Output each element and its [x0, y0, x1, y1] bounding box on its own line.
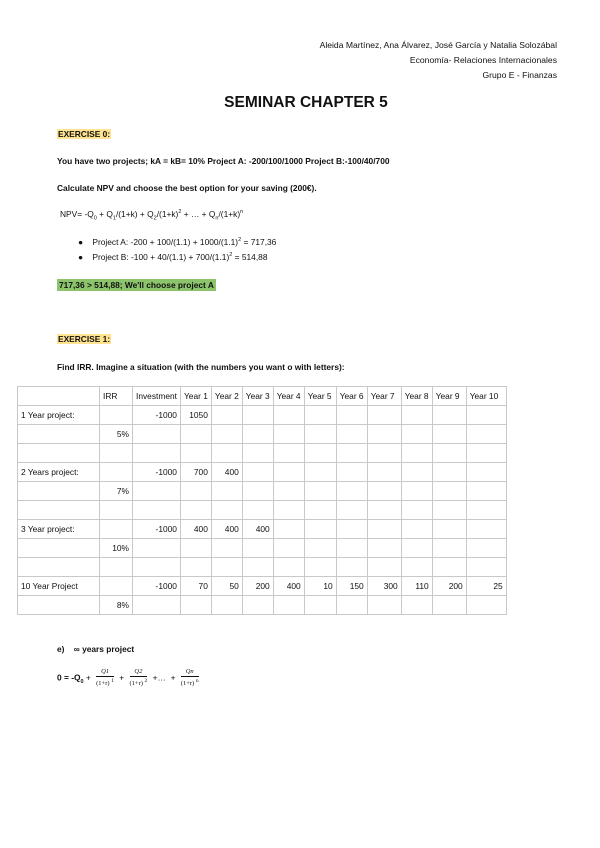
bullet-text: Project A: -200 + 100/(1.1) + 1000/(1.1) — [92, 237, 239, 247]
table-cell — [304, 463, 336, 482]
table-header-cell: Year 2 — [211, 387, 242, 406]
table-cell: 2 Years project: — [18, 463, 100, 482]
table-cell — [466, 463, 506, 482]
exercise-0-statement: You have two projects; kA = kB= 10% Project A: -200/100/1000 Project B:-100/40/700 — [57, 156, 390, 166]
table-cell — [242, 558, 273, 577]
exercise-0-heading — [57, 129, 111, 139]
table-row — [18, 520, 507, 539]
table-cell — [401, 425, 432, 444]
table-cell — [133, 596, 181, 615]
table-cell: 10% — [100, 539, 133, 558]
fraction-denominator — [96, 677, 114, 688]
table-cell — [304, 501, 336, 520]
table-cell — [304, 596, 336, 615]
table-cell — [367, 501, 401, 520]
table-cell — [432, 520, 466, 539]
table-cell — [336, 539, 367, 558]
formula-part: + Q — [96, 209, 113, 219]
table-cell: 50 — [211, 577, 242, 596]
table-cell — [367, 406, 401, 425]
table-cell — [466, 444, 506, 463]
table-cell: 150 — [336, 577, 367, 596]
table-cell — [133, 558, 181, 577]
table-cell: 400 — [180, 520, 211, 539]
table-cell — [133, 539, 181, 558]
table-cell — [304, 520, 336, 539]
table-header-cell: Year 5 — [304, 387, 336, 406]
table-cell — [100, 501, 133, 520]
table-cell — [401, 444, 432, 463]
table-header-cell: Investment — [133, 387, 181, 406]
exercise-1-prompt: Find IRR. Imagine a situation (with the numbers you want o with letters): — [57, 362, 345, 372]
fraction-denominator — [130, 677, 148, 688]
table-cell: 700 — [180, 463, 211, 482]
table-row — [18, 444, 507, 463]
table-row — [18, 539, 507, 558]
table-cell — [180, 596, 211, 615]
bullet-project-a — [78, 237, 276, 247]
table-cell: -1000 — [133, 577, 181, 596]
table-cell — [273, 558, 304, 577]
bullet-sup: 2 — [229, 252, 233, 259]
table-cell — [100, 463, 133, 482]
equation-plus: + — [170, 672, 176, 683]
table-cell: 1050 — [180, 406, 211, 425]
fraction-qn — [181, 668, 199, 688]
table-cell — [336, 425, 367, 444]
table-cell — [466, 558, 506, 577]
table-cell: 200 — [432, 577, 466, 596]
table-cell — [401, 406, 432, 425]
formula-sup: 2 — [178, 209, 182, 216]
table-cell — [336, 463, 367, 482]
equation-plus: + — [85, 672, 91, 683]
table-cell: 400 — [273, 577, 304, 596]
formula-sub: 0 — [93, 215, 97, 222]
table-cell: 400 — [211, 463, 242, 482]
table-cell — [367, 482, 401, 501]
equation-lhs: 0 = -Q — [57, 672, 81, 683]
table-cell — [367, 444, 401, 463]
table-cell: 5% — [100, 425, 133, 444]
table-cell — [466, 425, 506, 444]
table-cell — [367, 425, 401, 444]
table-cell — [432, 501, 466, 520]
table-cell — [466, 482, 506, 501]
formula-sub: 2 — [153, 215, 157, 222]
exercise-e-text: ∞ years project — [73, 644, 135, 654]
table-cell: -1000 — [133, 406, 181, 425]
irr-table — [17, 386, 507, 615]
denominator-base: (1+r) — [129, 680, 143, 688]
equation-plus: + — [119, 672, 125, 683]
table-cell — [401, 482, 432, 501]
bullet-text: = 514,88 — [232, 252, 268, 262]
fraction-numerator: Qn — [181, 668, 199, 677]
table-cell — [100, 406, 133, 425]
table-header-cell: Year 9 — [432, 387, 466, 406]
table-cell — [133, 425, 181, 444]
table-cell — [242, 463, 273, 482]
table-cell: 8% — [100, 596, 133, 615]
table-cell — [336, 501, 367, 520]
table-header-cell: Year 10 — [466, 387, 506, 406]
table-cell — [273, 425, 304, 444]
table-header-cell: Year 7 — [367, 387, 401, 406]
table-cell — [211, 425, 242, 444]
table-cell — [211, 558, 242, 577]
fraction-numerator: Q2 — [130, 668, 148, 677]
table-header-cell: Year 1 — [180, 387, 211, 406]
table-cell: -1000 — [133, 463, 181, 482]
table-cell — [432, 539, 466, 558]
exercise-e-heading — [57, 644, 134, 654]
table-cell — [180, 501, 211, 520]
formula-part: /(1+k) — [218, 209, 241, 219]
table-cell — [18, 539, 100, 558]
table-cell — [273, 520, 304, 539]
table-cell — [367, 558, 401, 577]
table-cell — [432, 406, 466, 425]
table-row — [18, 558, 507, 577]
table-header-cell: IRR — [100, 387, 133, 406]
table-cell — [336, 444, 367, 463]
denominator-exp: n — [195, 678, 199, 684]
table-cell — [18, 482, 100, 501]
table-cell — [100, 558, 133, 577]
table-cell — [18, 596, 100, 615]
table-cell — [466, 539, 506, 558]
table-cell — [432, 482, 466, 501]
table-cell — [273, 406, 304, 425]
table-cell — [242, 406, 273, 425]
fraction-q1 — [96, 668, 114, 688]
fraction-numerator: Q1 — [96, 668, 114, 677]
table-row — [18, 501, 507, 520]
table-cell: 400 — [211, 520, 242, 539]
table-cell — [133, 482, 181, 501]
table-cell — [304, 425, 336, 444]
table-cell — [242, 539, 273, 558]
exercise-0-conclusion — [57, 280, 216, 290]
table-cell — [18, 444, 100, 463]
bullet-dot-icon: ● — [78, 252, 84, 262]
table-cell — [242, 444, 273, 463]
group-line: Grupo E - Finanzas — [482, 70, 557, 80]
table-cell — [242, 501, 273, 520]
formula-part: /(1+k) + Q — [115, 209, 154, 219]
table-cell — [180, 444, 211, 463]
table-cell — [211, 444, 242, 463]
table-cell — [211, 406, 242, 425]
table-cell: 110 — [401, 577, 432, 596]
table-cell — [211, 596, 242, 615]
table-cell: 1 Year project: — [18, 406, 100, 425]
bullet-project-b — [78, 252, 267, 262]
table-cell — [432, 463, 466, 482]
table-cell: 70 — [180, 577, 211, 596]
table-row — [18, 406, 507, 425]
table-cell: 400 — [242, 520, 273, 539]
table-cell — [367, 463, 401, 482]
fraction-denominator — [181, 677, 199, 688]
table-cell — [100, 577, 133, 596]
table-header-cell: Year 8 — [401, 387, 432, 406]
table-cell — [273, 539, 304, 558]
table-header-cell: Year 3 — [242, 387, 273, 406]
table-cell — [133, 501, 181, 520]
table-header-row — [18, 387, 507, 406]
table-cell: 200 — [242, 577, 273, 596]
table-cell — [401, 520, 432, 539]
exercise-0-heading-text: EXERCISE 0: — [58, 129, 111, 139]
table-cell — [432, 596, 466, 615]
table-cell — [336, 596, 367, 615]
table-cell — [180, 539, 211, 558]
table-cell — [432, 425, 466, 444]
exercise-1-heading-text: EXERCISE 1: — [58, 334, 111, 344]
table-cell — [18, 501, 100, 520]
table-cell — [401, 501, 432, 520]
table-cell: 300 — [367, 577, 401, 596]
table-cell: 3 Year project: — [18, 520, 100, 539]
table-cell: -1000 — [133, 520, 181, 539]
table-cell — [432, 558, 466, 577]
table-cell — [100, 520, 133, 539]
table-cell — [466, 501, 506, 520]
page-title: SEMINAR CHAPTER 5 — [224, 94, 388, 111]
conclusion-highlight: 717,36 > 514,88; We'll choose project A — [59, 280, 214, 290]
table-cell — [304, 482, 336, 501]
table-cell — [180, 482, 211, 501]
table-cell — [336, 406, 367, 425]
equation-sub: 0 — [80, 678, 84, 685]
table-cell — [242, 425, 273, 444]
formula-part: + … + Q — [181, 209, 216, 219]
table-cell: 10 — [304, 577, 336, 596]
npv-formula — [60, 209, 243, 222]
table-cell — [273, 482, 304, 501]
table-cell — [304, 539, 336, 558]
table-row — [18, 425, 507, 444]
table-cell — [100, 444, 133, 463]
formula-part: /(1+k) — [156, 209, 179, 219]
table-cell — [18, 425, 100, 444]
table-cell — [211, 539, 242, 558]
denominator-exp: 2 — [144, 678, 148, 684]
table-cell — [367, 539, 401, 558]
table-cell — [336, 520, 367, 539]
table-cell — [304, 558, 336, 577]
table-cell — [466, 406, 506, 425]
table-cell — [211, 501, 242, 520]
table-cell — [401, 558, 432, 577]
table-header-cell — [18, 387, 100, 406]
formula-sub: n — [215, 215, 219, 222]
table-row — [18, 596, 507, 615]
table-cell — [242, 482, 273, 501]
table-cell — [401, 596, 432, 615]
table-cell — [336, 482, 367, 501]
author-line: Aleida Martínez, Ana Álvarez, José García y Natalia Solozábal — [319, 40, 557, 50]
table-cell — [304, 406, 336, 425]
equation-dots: +… — [152, 672, 166, 683]
table-cell — [180, 558, 211, 577]
table-cell — [401, 539, 432, 558]
table-cell — [432, 444, 466, 463]
table-cell — [133, 444, 181, 463]
table-cell — [273, 596, 304, 615]
denominator-base: (1+r) — [96, 680, 110, 688]
formula-sup: n — [240, 209, 244, 216]
table-cell — [242, 596, 273, 615]
denominator-exp: 1 — [111, 678, 114, 684]
table-cell: 10 Year Project — [18, 577, 100, 596]
table-cell — [336, 558, 367, 577]
formula-part: NPV= -Q — [60, 209, 94, 219]
bullet-text: = 717,36 — [241, 237, 277, 247]
bullet-dot-icon: ● — [78, 237, 84, 247]
formula-sub: 1 — [112, 215, 116, 222]
table-cell — [180, 425, 211, 444]
table-cell: 25 — [466, 577, 506, 596]
table-cell — [367, 520, 401, 539]
table-cell — [401, 463, 432, 482]
table-cell — [304, 444, 336, 463]
table-cell — [273, 444, 304, 463]
table-cell — [273, 463, 304, 482]
table-cell — [466, 520, 506, 539]
table-header-cell: Year 4 — [273, 387, 304, 406]
bullet-text: Project B: -100 + 40/(1.1) + 700/(1.1) — [92, 252, 230, 262]
irr-equation — [57, 668, 202, 688]
fraction-q2 — [130, 668, 148, 688]
table-cell: 7% — [100, 482, 133, 501]
denominator-base: (1+r) — [180, 680, 195, 688]
exercise-1-heading — [57, 334, 111, 344]
table-cell — [367, 596, 401, 615]
table-cell — [466, 596, 506, 615]
degree-line: Economía- Relaciones Internacionales — [409, 55, 557, 65]
exercise-e-label: e) — [57, 644, 65, 654]
exercise-0-question: Calculate NPV and choose the best option for your saving (200€). — [57, 183, 317, 193]
table-cell — [18, 558, 100, 577]
table-cell — [211, 482, 242, 501]
table-header-cell: Year 6 — [336, 387, 367, 406]
bullet-sup: 2 — [238, 237, 242, 244]
table-row — [18, 482, 507, 501]
table-row — [18, 577, 507, 596]
table-row — [18, 463, 507, 482]
table-cell — [273, 501, 304, 520]
